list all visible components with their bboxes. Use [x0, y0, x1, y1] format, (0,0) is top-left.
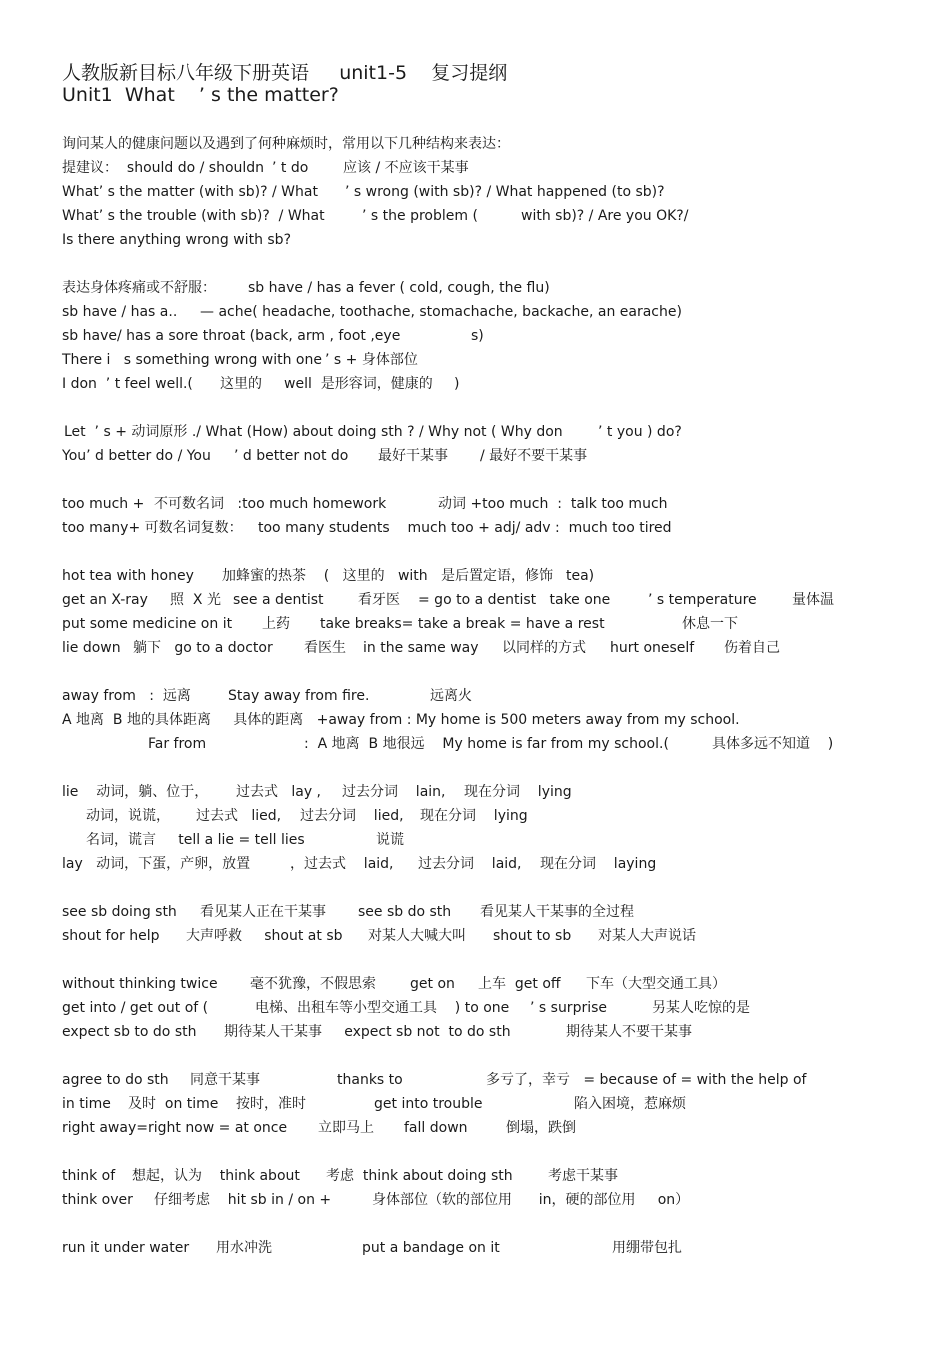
note-text: / 最好不要干某事	[480, 448, 588, 464]
note-text: without thinking twice	[62, 976, 218, 992]
note-text: lie 动词，躺、位于，	[62, 784, 209, 800]
note-text: run it under water	[62, 1240, 190, 1256]
note-text: 身体部位（软的部位用 in，硬的部位用 on）	[372, 1192, 690, 1208]
note-text: A 地离 B 地的具体距离 具体的距离 +away from : My home is 500 meters away from my school.	[62, 712, 740, 728]
note-text: 现在分词 lying	[464, 784, 572, 800]
note-line	[0, 518, 950, 538]
note-text: Far from	[148, 736, 207, 752]
note-text: expect sb to do sth	[62, 1024, 197, 1040]
note-text: : A 地离 B 地很远 My home is far from my school.(	[304, 736, 669, 752]
note-text: 电梯、出租车等小型交通工具 ) to one	[255, 1000, 510, 1016]
note-line	[0, 974, 950, 994]
note-line	[0, 1118, 950, 1138]
note-text: 具体多远不知道 )	[712, 736, 834, 752]
note-line	[0, 566, 950, 586]
note-text: get into / get out of (	[62, 1000, 209, 1016]
note-text: 按时，准时	[236, 1096, 306, 1112]
note-text: think over	[62, 1192, 133, 1208]
note-text: put some medicine on it	[62, 616, 233, 632]
note-text: 期待某人不要干某事	[566, 1024, 692, 1040]
note-text: think of	[62, 1168, 116, 1184]
note-text: ’ s wrong (with sb)? / What happened (to sb)?	[345, 184, 665, 200]
note-text: 用水冲洗	[216, 1240, 272, 1256]
note-text: hot tea with honey	[62, 568, 194, 584]
note-text: 想起，认为 think about	[132, 1168, 300, 1184]
note-line	[0, 830, 950, 850]
note-line	[0, 854, 950, 874]
note-text: sb have/ has a sore throat (back, arm , foot ,eye	[62, 328, 401, 344]
note-text: 看医生	[304, 640, 346, 656]
note-text: 陷入困境，惹麻烦	[574, 1096, 686, 1112]
note-text: 提建议： should do / shouldn	[62, 160, 265, 176]
note-text: ’ s the problem (	[362, 208, 478, 224]
note-text: with sb)? / Are you OK?/	[521, 208, 689, 224]
note-text: 过去分词 lain,	[342, 784, 446, 800]
note-line	[0, 638, 950, 658]
note-text: 多亏了，幸亏 = because of = with the help of	[486, 1072, 807, 1088]
note-text: 倒塌，跌倒	[506, 1120, 576, 1136]
note-line	[0, 446, 950, 466]
note-line	[0, 806, 950, 826]
note-text: 动词 +too much : talk too much	[438, 496, 668, 512]
note-line	[0, 350, 950, 370]
note-text: 及时 on time	[128, 1096, 219, 1112]
note-text: see a dentist	[233, 592, 324, 608]
note-text: 考虑干某事	[548, 1168, 618, 1184]
note-text: shout to sb	[493, 928, 572, 944]
note-text: 对某人大喊大叫	[368, 928, 466, 944]
note-text: 看牙医	[358, 592, 400, 608]
note-text: too many+ 可数名词复数：	[62, 520, 243, 536]
note-text: ’ d better not do	[234, 448, 349, 464]
note-text: see sb do sth	[358, 904, 452, 920]
note-text: 过去分词 lied,	[300, 808, 404, 824]
note-text: too much +	[62, 496, 145, 512]
note-text: right away=right now = at once	[62, 1120, 288, 1136]
note-text: 对某人大声说话	[598, 928, 696, 944]
note-text: 不可数名词 :too much homework	[154, 496, 387, 512]
note-line	[0, 998, 950, 1018]
note-text: 过去式 lied,	[196, 808, 282, 824]
note-text: 名词，谎言 tell a lie = tell lies	[86, 832, 305, 848]
note-text: see sb doing sth	[62, 904, 177, 920]
note-line	[0, 158, 950, 178]
unit-heading: Unit1 What ’ s the matter?	[62, 84, 339, 106]
note-text: ，过去式 laid,	[290, 856, 394, 872]
note-text: 远离火	[430, 688, 472, 704]
note-line	[0, 782, 950, 802]
note-text: 上药	[262, 616, 290, 632]
note-text: 说谎	[376, 832, 404, 848]
note-text: too many students much too + adj/ adv : much too tired	[258, 520, 672, 536]
note-text: 照 X 光	[170, 592, 221, 608]
note-text: 以同样的方式	[502, 640, 586, 656]
note-text: 现在分词 laying	[540, 856, 657, 872]
note-text: )	[454, 376, 460, 392]
note-text: 现在分词 lying	[420, 808, 528, 824]
note-text: 最好干某事	[378, 448, 448, 464]
note-text: Let ’ s + 动词原形 ./ What (How) about doing sth ? / Why not ( Why don	[64, 424, 563, 440]
note-text: 大声呼救 shout at sb	[186, 928, 343, 944]
note-text: Stay away from fire.	[228, 688, 370, 704]
note-text: sb have / has a fever ( cold, cough, the flu)	[248, 280, 550, 296]
note-text: ’ t you ) do?	[598, 424, 682, 440]
note-line	[0, 302, 950, 322]
note-line	[0, 590, 950, 610]
note-text: sb have / has a..	[62, 304, 178, 320]
note-text: 用绷带包扎	[612, 1240, 682, 1256]
note-text: ’ s surprise	[530, 1000, 608, 1016]
note-text: 另某人吃惊的是	[652, 1000, 750, 1016]
note-line	[0, 1094, 950, 1114]
note-text: You’ d better do / You	[62, 448, 211, 464]
note-text: 伤着自己	[724, 640, 780, 656]
note-text: What’ s the matter (with sb)? / What	[62, 184, 318, 200]
note-line	[0, 134, 950, 154]
note-line	[0, 422, 950, 442]
note-text: thanks to	[337, 1072, 403, 1088]
note-text: get into trouble	[374, 1096, 483, 1112]
note-text: 加蜂蜜的热茶 ( 这里的 with 是后置定语，修饰	[222, 568, 554, 584]
note-text: in the same way	[363, 640, 479, 656]
note-text: s)	[471, 328, 484, 344]
note-line	[0, 1166, 950, 1186]
note-line	[0, 710, 950, 730]
note-text: What’ s the trouble (with sb)? / What	[62, 208, 325, 224]
note-text: ’ s temperature	[648, 592, 757, 608]
note-text: There i s something wrong with one	[62, 352, 322, 368]
note-text: 毫不犹豫，不假思索	[250, 976, 376, 992]
note-text: 休息一下	[682, 616, 738, 632]
note-text: 看见某人干某事的全过程	[480, 904, 634, 920]
note-line	[0, 182, 950, 202]
note-text: fall down	[404, 1120, 468, 1136]
note-line	[0, 326, 950, 346]
note-line	[0, 1070, 950, 1090]
note-text: 量体温	[792, 592, 834, 608]
note-text: 应该 / 不应该干某事	[343, 160, 469, 176]
note-line	[0, 278, 950, 298]
note-line	[0, 614, 950, 634]
note-text: 同意干某事	[190, 1072, 260, 1088]
note-text: 立即马上	[318, 1120, 374, 1136]
note-text: lay 动词，下蛋，产卵，放置	[62, 856, 251, 872]
note-text: 过去分词 laid,	[418, 856, 522, 872]
note-text: 考虑 think about doing sth	[326, 1168, 513, 1184]
note-text: — ache( headache, toothache, stomachache, backache, an earache)	[200, 304, 682, 320]
note-text: take breaks= take a break = have a rest	[320, 616, 605, 632]
note-text: 躺下 go to a doctor	[133, 640, 273, 656]
note-line	[0, 926, 950, 946]
note-text: away from : 远离	[62, 688, 191, 704]
note-text: ’ t do	[272, 160, 309, 176]
note-text: agree to do sth	[62, 1072, 169, 1088]
note-line	[0, 902, 950, 922]
note-text: put a bandage on it	[362, 1240, 500, 1256]
note-text: 看见某人正在干某事	[200, 904, 326, 920]
document-title: 人教版新目标八年级下册英语 unit1-5 复习提纲	[62, 62, 508, 84]
note-text: lie down	[62, 640, 121, 656]
note-text: well 是形容词，健康的	[284, 376, 433, 392]
note-text: Is there anything wrong with sb?	[62, 232, 291, 248]
note-text: ’ s + 身体部位	[325, 352, 418, 368]
note-text: 仔细考虑 hit sb in / on +	[154, 1192, 332, 1208]
note-text: shout for help	[62, 928, 160, 944]
note-text: 这里的	[220, 376, 262, 392]
note-text: get an X-ray	[62, 592, 148, 608]
note-line	[0, 734, 950, 754]
note-text: get on	[410, 976, 455, 992]
note-text: = go to a dentist take one	[418, 592, 611, 608]
note-text: tea)	[566, 568, 595, 584]
note-text: hurt oneself	[610, 640, 695, 656]
note-text: 期待某人干某事 expect sb not to do sth	[224, 1024, 511, 1040]
note-text: 表达身体疼痛或不舒服：	[62, 280, 216, 296]
note-text: I don ’ t feel well.(	[62, 376, 193, 392]
note-line	[0, 686, 950, 706]
note-line	[0, 230, 950, 250]
note-line	[0, 1190, 950, 1210]
note-text: 动词，说谎，	[86, 808, 170, 824]
note-text: in time	[62, 1096, 111, 1112]
note-line	[0, 1022, 950, 1042]
note-line	[0, 1238, 950, 1258]
note-text: 下车（大型交通工具）	[586, 976, 726, 992]
note-line	[0, 206, 950, 226]
note-line	[0, 494, 950, 514]
note-text: 过去式 lay ,	[236, 784, 322, 800]
note-line	[0, 374, 950, 394]
note-text: 询问某人的健康问题以及遇到了何种麻烦时，常用以下几种结构来表达：	[62, 136, 510, 152]
note-text: 上车 get off	[478, 976, 561, 992]
